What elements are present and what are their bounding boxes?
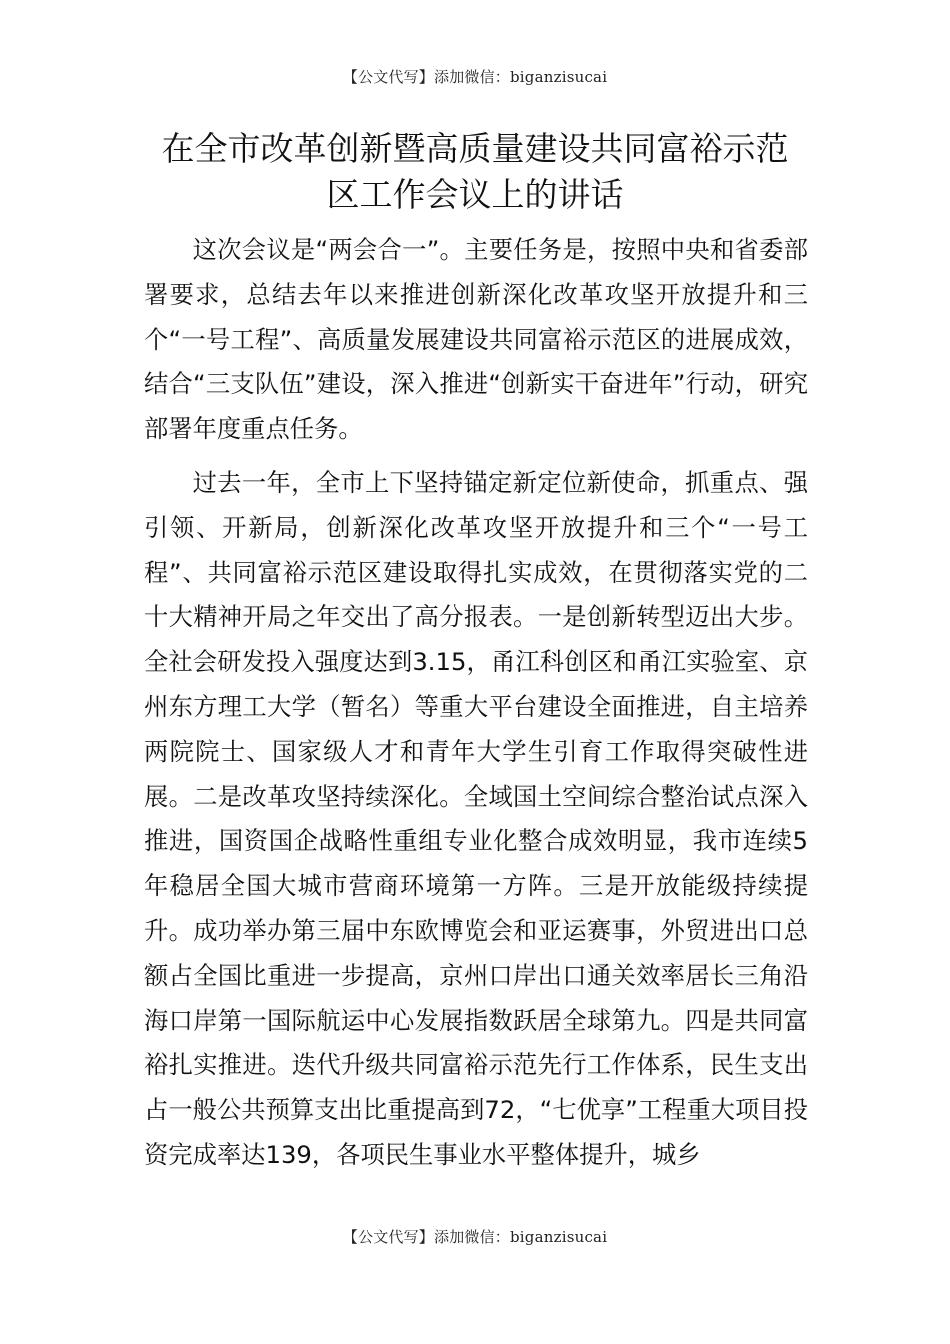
body-paragraph-2: 过去一年，全市上下坚持锚定新定位新使命，抓重点、强引领、开新局，创新深化改革攻坚开放提升和三个“一号工程”、共同富裕示范区建设取得扎实成效，在贯彻落实党的二十大精神开局之年交出了高分报表。一是创新转型迈出大步。全社会研发投入强度达到3.15，甬江科创区和甬江实验室、京州东方理工大学（暂名）等重大平台建设全面推进，自主培养两院院士、国家级人才和青年大学生引育工作取得突破性进展。二是改革攻坚持续深化。全域国土空间综合整治试点深入推进，国资国企战略性重组专业化整合成效明显，我市连续5年稳居全国大城市营商环境第一方阵。三是开放能级持续提升。成功举办第三届中东欧博览会和亚运赛事，外贸进出口总额占全国比重进一步提高，京州口岸出口通关效率居长三角沿海口岸第一国际航运中心发展指数跃居全球第九。四是共同富裕扎实推进。迭代升级共同富裕示范先行工作体系，民生支出占一般公共预算支出比重提高到72，“七优享”工程重大项目投资完成率达139，各项民生事业水平整体提升，城乡 <box>144 467 808 1169</box>
document-title-line-2: 区工作会议上的讲话 <box>326 175 624 214</box>
footer-watermark-note: 【公文代写】添加微信：biganzisucai <box>342 1228 608 1246</box>
document-title-line-1: 在全市改革创新暨高质量建设共同富裕示范 <box>161 129 789 168</box>
document-title <box>120 126 830 218</box>
header-watermark-note: 【公文代写】添加微信：biganzisucai <box>342 68 608 86</box>
document-body <box>144 228 808 1178</box>
body-paragraph-1: 这次会议是“两会合一”。主要任务是，按照中央和省委部署要求，总结去年以来推进创新深化改革攻坚开放提升和三个“一号工程”、高质量发展建设共同富裕示范区的进展成效，结合“三支队伍”建设，深入推进“创新实干奋进年”行动，研究部署年度重点任务。 <box>144 235 808 444</box>
